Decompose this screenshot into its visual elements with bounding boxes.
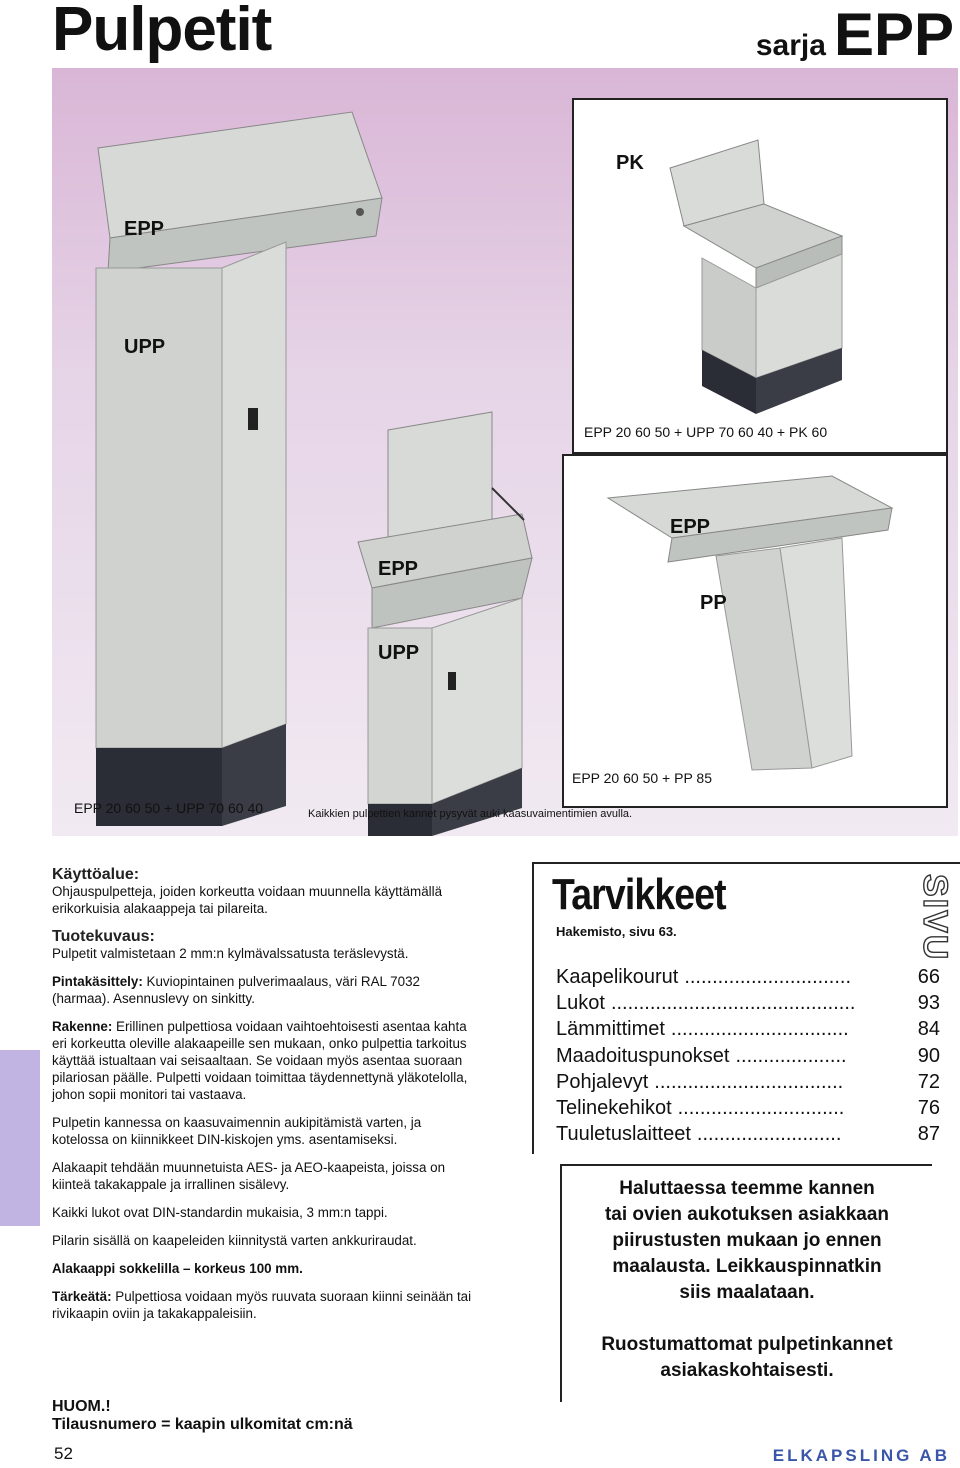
- label-pp: PP: [700, 592, 727, 614]
- caption-top-right: EPP 20 60 50 + UPP 70 60 40 + PK 60: [584, 424, 828, 440]
- pinta-text: Kuviopintainen pulverimaalaus, väri RAL 7032 (harmaa). Asennuslevy on sinkitty.: [52, 974, 420, 1006]
- item-page: 72: [917, 1070, 940, 1093]
- note-line: tai ovien aukotuksen asiakkaan: [604, 1204, 890, 1225]
- kayttoalue: [52, 866, 480, 917]
- paragraph-5: Alakaappi sokkelilla – korkeus 100 mm.: [52, 1261, 303, 1276]
- page-number: 52: [54, 1444, 73, 1463]
- label-epp-left: EPP: [124, 218, 165, 240]
- kayttoalue-heading: Käyttöalue:: [52, 866, 140, 883]
- note-box: [560, 1164, 932, 1402]
- list-item: [556, 990, 940, 1016]
- order-note: [52, 1398, 353, 1434]
- caption-bottom-left: EPP 20 60 50 + UPP 70 60 40: [74, 800, 264, 816]
- item-dots: ..............................: [684, 965, 852, 988]
- label-epp-center: EPP: [378, 558, 419, 580]
- label-epp-right: EPP: [670, 516, 711, 538]
- list-item: [556, 964, 940, 990]
- page-title: Pulpetit: [52, 0, 272, 64]
- tarkeaa-heading: Tärkeätä:: [52, 1289, 112, 1304]
- paragraph-1: Pulpetin kannessa on kaasuvaimennin aukipitämistä varten, ja kotelossa on kiinnikkeet DIN-kiskojen yms. asentamiseksi.: [52, 1115, 422, 1147]
- item-page: 93: [917, 991, 940, 1014]
- tarvikkeet-list: [556, 964, 940, 1148]
- note-line: asiakaskohtaisesti.: [660, 1360, 834, 1381]
- note-line: Haluttaessa teemme kannen: [619, 1178, 875, 1199]
- cabinet-pk: [670, 140, 842, 414]
- note-line: siis maalataan.: [679, 1282, 815, 1303]
- product-photo: [52, 68, 958, 836]
- item-page: 76: [917, 1097, 940, 1120]
- note-paint: [562, 1176, 932, 1306]
- list-item: [556, 1122, 940, 1148]
- brand-logo: ELKAPSLING AB: [772, 1446, 950, 1465]
- item-page: 87: [917, 1123, 940, 1146]
- series-big: EPP: [833, 1, 954, 68]
- tarkeaa-text: Pulpettiosa voidaan myös ruuvata suoraan kiinni seinään tai rivikaapin oviin ja takakappaleisiin.: [52, 1289, 472, 1321]
- item-name: Tuuletuslaitteet: [556, 1123, 691, 1146]
- item-dots: ..............................: [677, 1097, 845, 1120]
- item-dots: ................................: [670, 1018, 849, 1041]
- side-tab: [0, 1050, 40, 1226]
- item-page: 66: [917, 965, 940, 988]
- item-name: Maadoituspunokset: [556, 1044, 730, 1067]
- kayttoalue-text: Ohjauspulpetteja, joiden korkeutta voidaan muunnella käyttämällä erikorkuisia alakaappeja tai pilareita.: [52, 884, 443, 916]
- note-line: Ruostumattomat pulpetinkannet: [601, 1334, 893, 1355]
- tarvikkeet-title: Tarvikkeet: [552, 870, 726, 919]
- note-line: maalausta. Leikkauspinnatkin: [612, 1256, 882, 1277]
- series-title: [756, 0, 954, 69]
- huom-label: HUOM.!: [52, 1398, 111, 1415]
- cabinet-pp: [608, 476, 892, 770]
- item-page: 84: [917, 1018, 940, 1041]
- tilausnumero-text: Tilausnumero = kaapin ulkomitat cm:nä: [52, 1416, 353, 1433]
- caption-bottom-center: Kaikkien pulpettien kannet pysyvät auki kaasuvaimentimien avulla.: [308, 808, 633, 820]
- tuotekuvaus-text: Pulpetit valmistetaan 2 mm:n kylmävalssatusta teräslevystä.: [52, 946, 409, 961]
- label-upp-left: UPP: [124, 336, 166, 358]
- sivu-label: SIVU: [916, 874, 954, 962]
- rakenne-heading: Rakenne:: [52, 1019, 113, 1034]
- paragraph-4: Pilarin sisällä on kaapeleiden kiinnitystä varten ankkuriraudat.: [52, 1233, 417, 1248]
- paragraph-2: Alakaapit tehdään muunnetuista AES- ja AEO-kaapeista, joissa on kiinteä takakappale ja irrallinen sisälevy.: [52, 1160, 446, 1192]
- cabinet-center: [358, 412, 532, 836]
- item-name: Telinekehikot: [556, 1097, 672, 1120]
- tarvikkeet-subtitle: Hakemisto, sivu 63.: [556, 924, 677, 939]
- pintakasittely: [52, 973, 480, 1007]
- label-pk: PK: [616, 152, 644, 174]
- item-dots: ............................................: [610, 991, 856, 1014]
- caption-bottom-right: EPP 20 60 50 + PP 85: [572, 770, 712, 786]
- note-line: piirustusten mukaan jo ennen: [612, 1230, 882, 1251]
- item-dots: ....................: [735, 1044, 847, 1067]
- tuotekuvaus: [52, 928, 480, 962]
- list-item: [556, 1017, 940, 1043]
- list-item: [556, 1069, 940, 1095]
- item-dots: ..................................: [654, 1070, 844, 1093]
- item-name: Pohjalevyt: [556, 1070, 649, 1093]
- item-name: Lämmittimet: [556, 1018, 665, 1041]
- label-upp-center: UPP: [378, 642, 420, 664]
- paragraph-3: Kaikki lukot ovat DIN-standardin mukaisia, 3 mm:n tappi.: [52, 1205, 388, 1220]
- rakenne: [52, 1018, 480, 1103]
- item-name: Lukot: [556, 991, 605, 1014]
- body-text: [52, 866, 480, 1333]
- list-item: [556, 1095, 940, 1121]
- cabinet-illustrations: [52, 68, 958, 836]
- item-dots: ..........................: [696, 1123, 842, 1146]
- tarvikkeet-box: [532, 862, 960, 1154]
- series-small: sarja: [755, 29, 826, 62]
- list-item: [556, 1043, 940, 1069]
- tuotekuvaus-heading: Tuotekuvaus:: [52, 928, 155, 945]
- rakenne-text: Erillinen pulpettiosa voidaan vaihtoehtoisesti asentaa kahta eri korkeutta oleville alakaapeille sen mukaan, onko pulpettia tarkoitus käyttää istualtaan vai seisaaltaan. Se voidaan myös asentaa suoraan pilariosan päälle. Pulpetti voidaan toimittaa täydennettynä yläkotelolla, johon sopii monitori tai vastaava.: [52, 1019, 468, 1102]
- item-page: 90: [917, 1044, 940, 1067]
- pinta-heading: Pintakäsittely:: [52, 974, 143, 989]
- tarkeaa: [52, 1288, 480, 1322]
- note-stainless: [562, 1332, 932, 1384]
- item-name: Kaapelikourut: [556, 965, 679, 988]
